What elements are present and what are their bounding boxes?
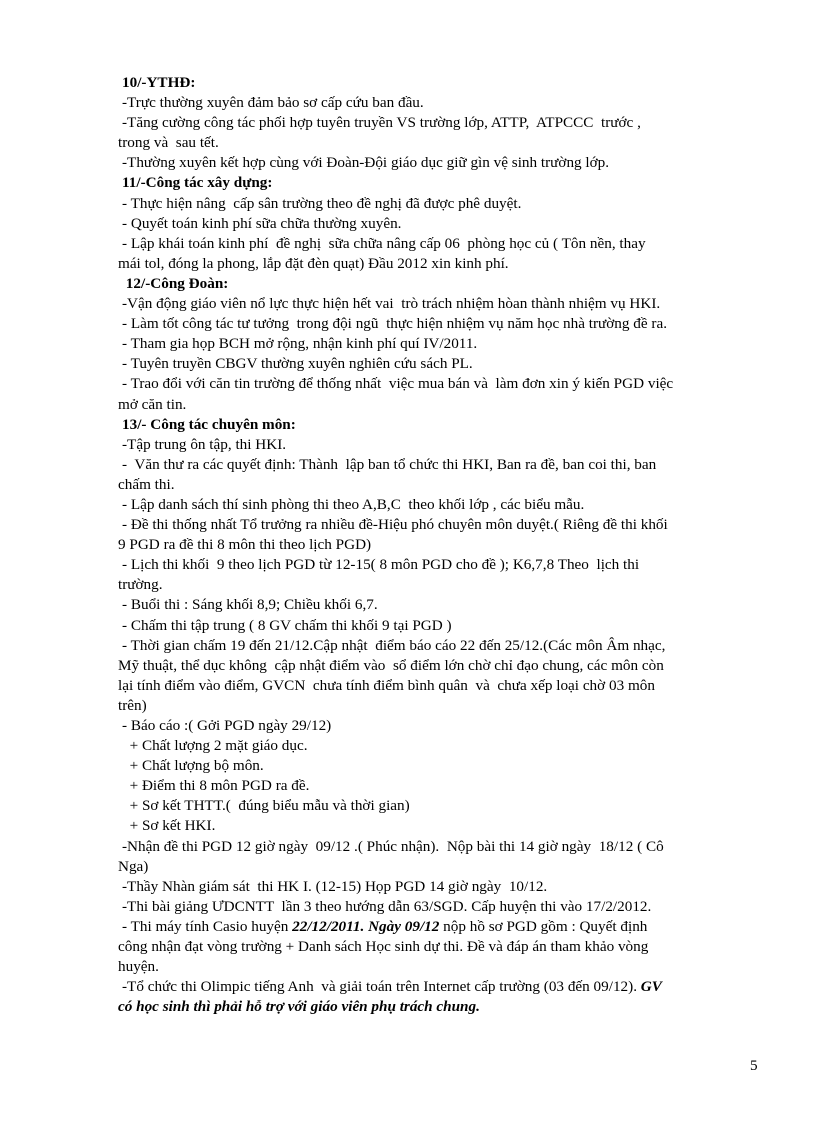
text-segment: - Trao đổi với căn tin trường để thống nhất việc mua bán và làm đơn xin ý kiến PGD việc	[122, 375, 674, 393]
text-segment: nộp hồ sơ PGD gồm : Quyết định	[439, 917, 648, 935]
emphasized-text: 11/-Công tác xây dựng:	[122, 174, 273, 192]
text-segment: - Thời gian chấm 19 đến 21/12.Cập nhật điểm báo cáo 22 đến 25/12.(Các môn Âm nhạc,	[122, 636, 666, 654]
text-segment: chấm thi.	[118, 475, 175, 493]
text-line	[122, 214, 762, 234]
text-line	[122, 756, 762, 776]
text-segment: - Lịch thi khối 9 theo lịch PGD từ 12-15( 8 môn PGD cho đề ); K6,7,8 Theo lịch thi	[122, 556, 640, 574]
text-line	[122, 314, 762, 334]
text-line	[122, 274, 762, 294]
text-line-continuation	[118, 937, 762, 957]
text-line-continuation	[118, 535, 762, 555]
text-segment: - Văn thư ra các quyết định: Thành lập ban tổ chức thi HKI, Ban ra đề, ban coi thi, ban	[122, 455, 657, 473]
text-line	[122, 415, 762, 435]
text-line	[122, 977, 762, 997]
text-line	[122, 837, 762, 857]
text-line-continuation	[118, 656, 762, 676]
text-line-continuation	[118, 395, 762, 415]
text-line	[122, 93, 762, 113]
text-segment: -Nhận đề thi PGD 12 giờ ngày 09/12 .( Phúc nhận). Nộp bài thi 14 giờ ngày 18/12 ( Cô	[122, 837, 664, 855]
text-line	[122, 736, 762, 756]
text-segment: Nga)	[118, 857, 149, 875]
text-segment: - Lập danh sách thí sinh phòng thi theo A,B,C theo khối lớp , các biểu mẫu.	[122, 495, 585, 513]
text-line	[122, 234, 762, 254]
text-line	[122, 796, 762, 816]
text-line	[122, 816, 762, 836]
emphasized-text: GV	[640, 978, 662, 996]
text-segment: trường.	[118, 576, 163, 594]
text-line	[122, 334, 762, 354]
text-line-continuation	[118, 575, 762, 595]
text-line	[122, 897, 762, 917]
text-line	[122, 716, 762, 736]
text-segment: mái tol, đóng la phong, lắp đặt đèn quạt) Đầu 2012 xin kinh phí.	[118, 254, 509, 272]
text-segment: mở căn tin.	[118, 395, 187, 413]
text-line-continuation	[118, 254, 762, 274]
text-segment: - Lập khái toán kinh phí đề nghị sữa chữa nâng cấp 06 phòng học củ ( Tôn nền, thay	[122, 234, 646, 252]
text-segment: trong và sau tết.	[118, 134, 219, 152]
text-segment: - Tuyên truyền CBGV thường xuyên nghiên cứu sách PL.	[122, 355, 473, 373]
text-line	[122, 495, 762, 515]
emphasized-text: 13/- Công tác chuyên môn:	[122, 415, 296, 433]
text-segment: + Sơ kết HKI.	[122, 817, 216, 835]
text-line	[122, 153, 762, 173]
text-line	[122, 515, 762, 535]
text-segment: trên)	[118, 696, 147, 714]
text-segment: công nhận đạt vòng trường + Danh sách Học sinh dự thi. Đề và đáp án tham khảo vòng	[118, 938, 649, 956]
text-line	[122, 877, 762, 897]
text-segment: -Vận động giáo viên nổ lực thực hiện hết vai trò trách nhiệm hòan thành nhiệm vụ HKI.	[122, 295, 661, 313]
text-segment: + Sơ kết THTT.( đúng biểu mẫu và thời gian)	[122, 797, 410, 815]
text-segment: + Điểm thi 8 môn PGD ra đề.	[122, 777, 310, 795]
text-segment: huyện.	[118, 958, 159, 976]
text-segment: - Chấm thi tập trung ( 8 GV chấm thi khối 9 tại PGD )	[122, 616, 452, 634]
text-line	[122, 194, 762, 214]
text-line	[122, 354, 762, 374]
text-segment: -Trực thường xuyên đảm bảo sơ cấp cứu ban đầu.	[122, 94, 424, 112]
emphasized-text: 22/12/2011. Ngày 09/12	[292, 917, 440, 935]
emphasized-text: có học sinh thì phải hỗ trợ với giáo viên phụ trách chung.	[118, 998, 480, 1016]
emphasized-text: 10/-YTHĐ:	[122, 74, 196, 91]
text-line	[122, 294, 762, 314]
text-segment: -Thường xuyên kết hợp cùng với Đoàn-Đội giáo dục giữ gìn vệ sinh trường lớp.	[122, 154, 610, 172]
text-line	[122, 455, 762, 475]
text-line	[122, 616, 762, 636]
text-segment: - Buổi thi : Sáng khối 8,9; Chiều khối 6,7.	[122, 596, 378, 614]
text-line	[122, 73, 762, 93]
text-segment: - Quyết toán kinh phí sữa chữa thường xuyên.	[122, 214, 402, 232]
text-segment: - Báo cáo :( Gởi PGD ngày 29/12)	[122, 717, 332, 734]
text-segment: - Tham gia họp BCH mở rộng, nhận kinh phí quí IV/2011.	[122, 335, 478, 353]
text-line-continuation	[118, 857, 762, 877]
emphasized-text: 12/-Công Đoàn:	[122, 274, 229, 292]
text-segment: lại tính điểm vào điểm, GVCN chưa tính điểm bình quân và chưa xếp loại chờ 03 môn	[118, 676, 655, 694]
text-line	[122, 776, 762, 796]
text-segment: 9 PGD ra đề thi 8 môn thi theo lịch PGD)	[118, 536, 372, 554]
text-segment: + Chất lượng bộ môn.	[122, 757, 264, 775]
text-segment: -Tăng cường công tác phối hợp tuyên truyền VS trường lớp, ATTP, ATPCCC trước ,	[122, 114, 641, 132]
text-segment: -Tổ chức thi Olimpic tiếng Anh và giải toán trên Internet cấp trường (03 đến 09/12).	[122, 978, 641, 996]
text-line-continuation	[118, 696, 762, 716]
text-line-continuation	[118, 676, 762, 696]
text-segment: + Chất lượng 2 mặt giáo dục.	[122, 737, 308, 755]
text-line	[122, 917, 762, 937]
text-segment: Mỹ thuật, thể dục không cập nhật điểm vào sổ điểm lớn chờ chỉ đạo chung, các môn còn	[118, 656, 664, 674]
text-segment: - Đề thi thống nhất Tổ trưởng ra nhiều đề-Hiệu phó chuyên môn duyệt.( Riêng đề thi khối	[122, 516, 668, 534]
text-segment: -Tập trung ôn tập, thi HKI.	[122, 435, 287, 453]
text-line-continuation	[118, 957, 762, 977]
text-line	[122, 173, 762, 193]
text-segment: - Thực hiện nâng cấp sân trường theo đề nghị đã được phê duyệt.	[122, 194, 522, 212]
text-segment: -Thi bài giảng ƯDCNTT lần 3 theo hướng dẫn 63/SGD. Cấp huyện thi vào 17/2/2012.	[122, 897, 652, 915]
text-segment: - Làm tốt công tác tư tưởng trong đội ngũ thực hiện nhiệm vụ năm học nhà trường đề ra.	[122, 315, 667, 333]
text-line-continuation	[118, 997, 762, 1017]
text-line-continuation	[118, 475, 762, 495]
text-line	[122, 595, 762, 615]
text-line	[122, 555, 762, 575]
text-line	[122, 636, 762, 656]
text-line	[122, 374, 762, 394]
document-body	[118, 73, 762, 1017]
text-segment: - Thi máy tính Casio huyện	[122, 917, 293, 935]
page-number: 5	[750, 1057, 758, 1074]
text-segment: -Thầy Nhàn giám sát thi HK I. (12-15) Họp PGD 14 giờ ngày 10/12.	[122, 877, 548, 895]
text-line	[122, 435, 762, 455]
text-line-continuation	[118, 133, 762, 153]
text-line	[122, 113, 762, 133]
